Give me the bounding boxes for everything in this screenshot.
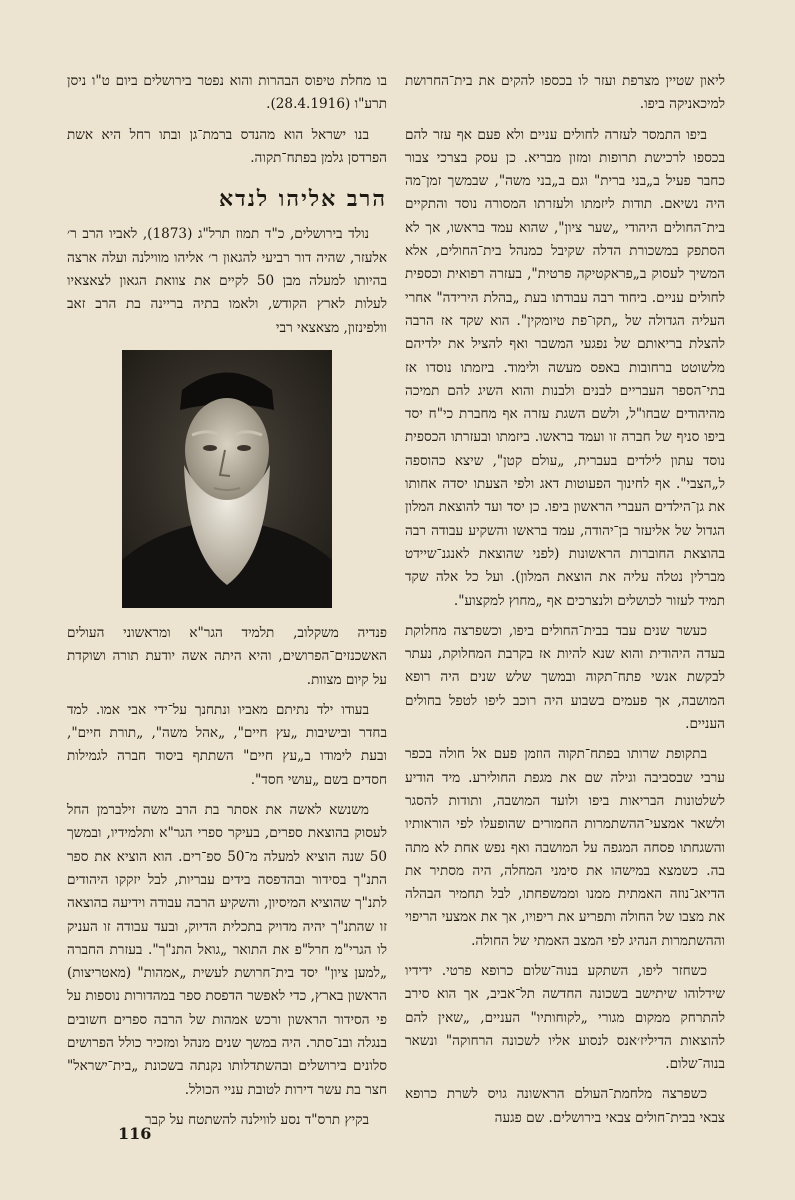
paragraph: כשפרצה מלחמת־העולם הראשונה גויס לשרת כרופא צבאי בבית־חולים צבאי בירושלים. שם פגעה <box>405 1086 725 1126</box>
paragraph: ביפו התמסר לעזרה לחולים עניים ולא פעם אף עזר להם בכספו לרכישת תרופות ומזון מבריא. כן עסק בצרכי צבור כחבר פעיל ב„בני ברית" וגם ב„בני משה", שבמשך זמן־מה היה נשיאם. תודות ליזמתו ולעזרתו המסורה נוסד והתקיים בית־החולים היהודי „שער ציון", שהוא עמד בראשו, אך לא הסתפק במשכורת הדלה שקיבל כמנהל בית־החולים, אלא המשיך לעסוק ב„פראקטיקה פרטית", בעזרה רפואית וכספית לחולים עניים. ביחוד רבה עבודתו בעת „בהלת הירידה" אחרי העליה הגדולה של „תקו־פת טיומקין". הוא שקד אז הרבה להצלת בריאותם של נפגעי המשבר ואף להציל את ילדיהם מלשוטט ברחובות באפס מעשה ולימוד. ביזמתו נוסדו אז בתי־הספר העבריים לבנים ולבנות והוא השיג להם תמיכה מהיהודים שבחו"ל, ולשם השגת עזרה אף מחברת כי"ח יסד ביפו סניף של חברה זו ועמד בראשו. ביזמתו ובעזרתו הכספית נוסד עתון לילדים בעברית, „עולם קטן", שיצא כהוספה ל„הצבי". אף לחינוך הפעוטות דאג ולפי הצעתו יסדה אחותו את גן־הילדים העברי הראשון ביפו. כן יסד ועד להוצאת המלון הגדול של אליעזר בן־יהודה, עמד בראשו והשקיע עבודה רבה בהוצאת החוברות הראשונות (לפני שהוצאת לאנגנ־שיידט מברלין נטלה עליה את הוצאת המלון). ועל כל אלה שקד תמיד לעזור לכושלים ולנצרכים אף „מחוץ למקצוע". <box>405 126 725 609</box>
paragraph: בעודו ילד נתיתם מאביו ונתחנך על־ידי אבי אמו. למד בחדר ובישיבות „עץ חיים", „אהל משה", „תורת חיים", ובעת לימודו ב„עץ חיים" השתתף ביסוד חברה לגמילות חסדים בשם „עושי חסד". <box>67 701 387 788</box>
paragraph: פנדיה משקלוב, תלמיד הגר"א ומראשוני העולים האשכנזים־הפרושים, והיא היתה אשה יודעת תורה ושוקדת על קיום מצוות. <box>67 624 387 688</box>
left-column <box>67 70 387 1130</box>
right-column <box>405 70 725 1130</box>
paragraph: בנו ישראל הוא מהנדס ברמת־גן ובתו רחל היא אשת הפרדסן גלמן בפתח־תקוה. <box>67 126 387 166</box>
paragraph: ליאון שטיין מצרפת ועזר לו בכספו להקים את בית־החרושת למיכאניקה ביפו. <box>405 73 725 113</box>
paragraph: משנשא לאשה את אסתר בת הרב משה זילברמן החל לעסוק בהוצאת ספרים, בעיקר ספרי הגר"א ותלמידיו, ובמשך 50 שנה הוציא למעלה מ־50 ספ־רים. הוא הוציא את ספר התנ"ך בסידור ובהדפסה בידים עבריות, לבל יזקקו היהודים לתנ"ך שהוציא המיסיון, והשקיע הרבה עבודה וידיעה בהוצאה זו שהתנ"ך יהיה מדויק בתכלית הדיוק, ובעד עבודה זו העניק לו הגרי"מ חרל"פ את התואר „גואל התנ"ך". בעזרת החברה „למען ציון" יסד בית־חרושת לעשית „אמהות" (מאטריצות) הראשון בארץ, כדי לאפשר הדפסת ספר במהדורות נוספות על פי הסידור הראשון ורכש אמהות של הרבה ספרים חשובים בנגלה ובנ־סתר. היה במשך שנים מנהל ומזכיר כולל הפרושים סלונים בירושלים ובהשתדלותו נקנתה בשכונת „בית־ישראל" חצר בת עשר דירות לטובת עניי הכולל. <box>67 802 387 1098</box>
paragraph: כשחזר ליפו, השתקע בנוה־שלום כרופא פרטי. ידידיו שידלוהו שיתישב בשכונה החדשה תל־אביב, אך הוא סירב להתרחק ממקום מגורי „לקוחותיו" העניים, „שאין להם להוצאות הדיליז׳אנס לנסוע אליו לשכונה הרחוקה" ונשאר בנוה־שלום. <box>405 962 725 1073</box>
paragraph: בו מחלת טיפוס הבהרות והוא נפטר בירושלים ביום ט"ו ניסן תרע"ו (28.4.1916). <box>67 73 387 113</box>
page-number: 116 <box>118 1124 152 1143</box>
portrait-image <box>122 350 332 608</box>
portrait-photo <box>122 350 332 608</box>
article-heading: הרב אליהו לנדא <box>218 186 387 213</box>
intro-paragraph: נולד בירושלים, כ"ד תמוז תרל"ג (1873), לאביו הרב ר׳ אלעזר, שהיה דור רביעי להגאון ר׳ אליהו מווילנה ועלה ארצה בהיותו למעלה מבן 50 לקיים את צוואת הגאון לצאצאיו לעלות לארץ הקודש, ולאמו בתיה בריינה בת הרב זאב וולפינזון, מצאצאי רבי <box>67 226 387 336</box>
paragraph: בקיץ תרס"ד נסע לווילנה להשתטח על קבר <box>144 1111 369 1128</box>
paragraph: כעשר שנים עבד בבית־החולים ביפו, וכשפרצה מחלוקת בעדה היהודית והוא שנא להיות אז בקרבת המחלוקת, נעתר לבקשת אנשי פתח־תקוה ובמשך שלש שנים היה רופא המושבה, אך פעמים בשבוע היה רוכב ליפו לטפל בחולים העניים. <box>405 622 725 733</box>
paragraph: בתקופת שרותו בפתח־תקוה הוזמן פעם אל חולה בכפר ערבי שבסביבה וגילה שם את מגפת החולירע. מיד הודיע לשלטונות הבריאות ביפו ולועד המושבה, ותודות להסגר ולשאר אמצעי־ההשתמרות החמורים שהופעלו לפי הוראותיו והשגחתו פסחה המגפה על המושבה ואף נפש אחת לא מתה בה. כשמצא במישהו את סימני המחלה, היה מסתיר את הדיאג־נוזה האמתית ממנו וממשפחתו, לבל תחמיר הבהלה את מצבו של החולה ותפריע את ריפויו, אך את אמצעי הריפוי וההשתמרות הנהיג לפי המצב האמתי של החולה. <box>405 746 725 949</box>
